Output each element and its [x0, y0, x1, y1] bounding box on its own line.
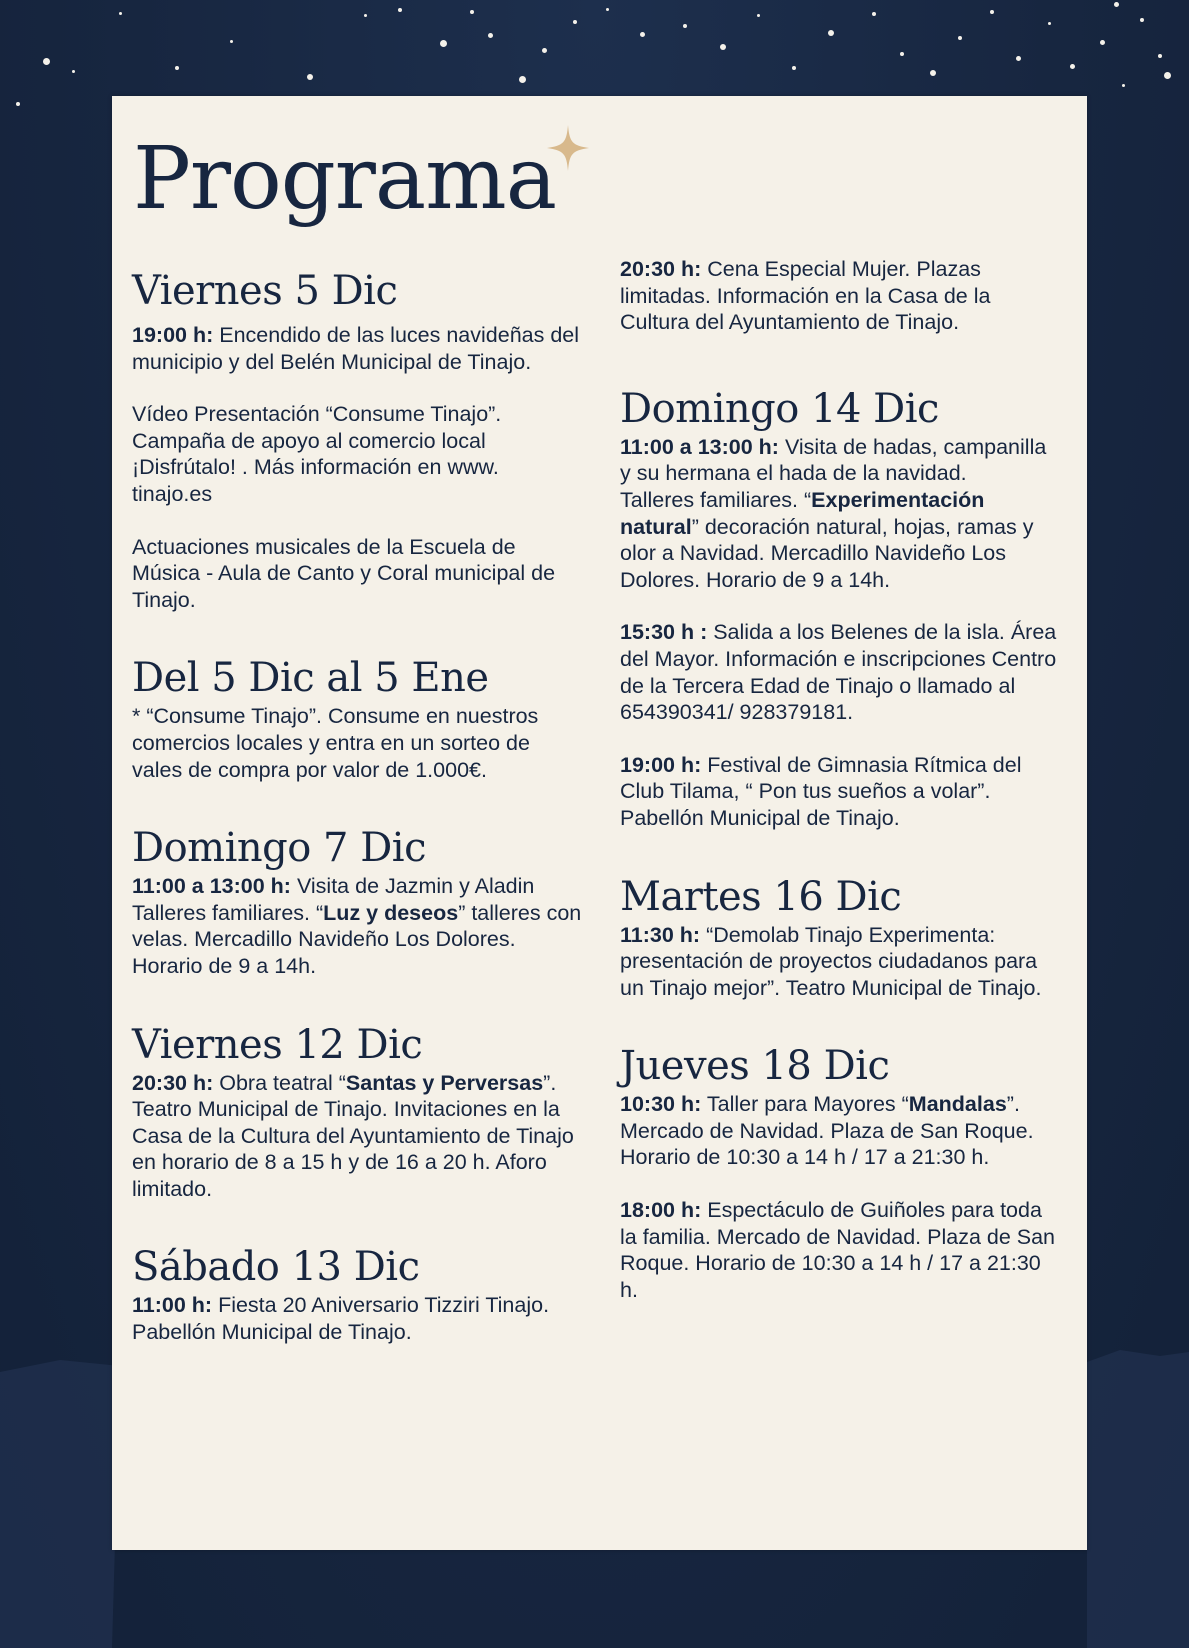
day-heading: Martes 16 Dic [620, 873, 902, 920]
event-text: Taller para Mayores “ [706, 1092, 909, 1117]
day-heading: Del 5 Dic al 5 Ene [132, 655, 489, 702]
event-item [620, 922, 1062, 1002]
day-heading: Domingo 7 Dic [132, 825, 426, 872]
day-domingo-7 [132, 823, 582, 979]
event-text: ” decoración natural, hojas, ramas y olor a Navidad. Mercadillo Navideño Los Dolores. Horario de 9 a 14h. [620, 514, 1034, 592]
star [1070, 64, 1075, 69]
day-sabado-13 [132, 1242, 582, 1345]
star [1016, 56, 1021, 61]
event-time: 10:30 h: [620, 1092, 702, 1117]
event-item [132, 401, 582, 507]
star [872, 12, 876, 16]
event-highlight: Santas y Perversas [345, 1070, 544, 1095]
star [488, 33, 493, 38]
star [1114, 2, 1119, 7]
day-viernes-5 [132, 266, 582, 613]
star [900, 52, 904, 56]
star [230, 40, 233, 43]
event-item [620, 752, 1062, 832]
star [1048, 22, 1051, 25]
event-text: Fiesta 20 Aniversario Tizziri Tinajo. Pabellón Municipal de Tinajo. [132, 1293, 550, 1345]
day-domingo-14 [620, 384, 1062, 832]
event-highlight: Mandalas [908, 1092, 1007, 1117]
star [519, 76, 526, 83]
day-heading: Viernes 5 Dic [132, 268, 398, 314]
event-item [132, 1292, 582, 1345]
event-highlight: Experimentación natural [620, 487, 985, 539]
star [1158, 54, 1162, 58]
event-item [620, 487, 1062, 593]
star [1122, 84, 1125, 87]
event-text: Visita de Jazmin y Aladin [296, 874, 535, 899]
event-item [132, 873, 582, 900]
event-time: 20:30 h: [620, 257, 702, 281]
event-text: Talleres familiares. “ [132, 900, 324, 925]
star [16, 102, 20, 106]
star [958, 36, 962, 40]
event-text: Obra teatral “ [219, 1070, 346, 1095]
event-time: 19:00 h: [620, 752, 702, 777]
star [43, 58, 50, 65]
event-text: Salida a los Belenes de la isla. Área del Mayor. Información e inscripciones Centro de la Tercera Edad de Tinajo o llamado al 654390341/ 928379181. [620, 620, 1057, 725]
event-time: 11:00 h: [132, 1293, 213, 1318]
event-item [132, 1070, 582, 1203]
day-sabado-13-continued [620, 256, 1062, 336]
star [398, 8, 402, 12]
day-martes-16 [620, 872, 1062, 1002]
event-text: Espectáculo de Guiñoles para toda la familia. Mercado de Navidad. Plaza de San Roque. Horario de 10:30 a 14 h / 17 a 21:30 h. [620, 1198, 1056, 1302]
star [307, 74, 313, 80]
star [757, 14, 760, 17]
day-jueves-18 [620, 1041, 1062, 1303]
sparkle-icon [547, 125, 589, 171]
event-text: ” talleres con velas. Mercadillo Navideño Los Dolores. Horario de 9 a 14h. [132, 900, 582, 978]
event-item [620, 1091, 1062, 1171]
right-column [620, 256, 1062, 1303]
left-column [132, 266, 582, 1346]
day-heading: Jueves 18 Dic [620, 1043, 890, 1090]
star [990, 10, 994, 14]
day-viernes-12 [132, 1020, 582, 1203]
star [542, 48, 547, 53]
star [470, 10, 474, 14]
event-time: 11:00 a 13:00 h: [620, 434, 779, 459]
day-heading: Sábado 13 Dic [132, 1244, 420, 1291]
day-heading: Domingo 14 Dic [620, 385, 939, 432]
event-text: Encendido de las luces navideñas del municipio y del Belén Municipal de Tinajo. [132, 323, 580, 374]
event-item [620, 1197, 1062, 1303]
event-text: Vídeo Presentación “Consume Tinajo”. Campaña de apoyo al comercio local ¡Disfrútalo! . Más información en www. tinajo.es [132, 402, 502, 506]
event-time: 15:30 h : [620, 620, 708, 645]
star [1100, 40, 1105, 45]
event-item [132, 534, 582, 614]
page-title: Programa [133, 129, 557, 229]
event-item [620, 256, 1062, 336]
event-text: ”. Mercado de Navidad. Plaza de San Roque. Horario de 10:30 a 14 h / 17 a 21:30 h. [620, 1092, 1034, 1170]
star [119, 12, 122, 15]
event-text: Festival de Gimnasia Rítmica del Club Tilama, “ Pon tus sueños a volar”. Pabellón Municipal de Tinajo. [620, 752, 1022, 830]
event-text: Visita de hadas, campanilla y su hermana el hada de la navidad. [620, 434, 1047, 486]
event-text: Actuaciones musicales de la Escuela de Música - Aula de Canto y Coral municipal de Tinajo. [132, 534, 556, 612]
event-time: 20:30 h: [132, 1070, 214, 1095]
star [1164, 72, 1171, 79]
event-text: * “Consume Tinajo”. Consume en nuestros comercios locales y entra en un sorteo de vales de compra por valor de 1.000€. [132, 704, 539, 782]
event-text: Talleres familiares. “ [620, 487, 812, 512]
event-time: 11:00 a 13:00 h: [132, 874, 291, 899]
star [606, 8, 609, 11]
star [440, 40, 447, 47]
event-time: 19:00 h: [132, 323, 214, 347]
event-highlight: Luz y deseos [323, 900, 459, 925]
event-text: Cena Especial Mujer. Plazas limitadas. Información en la Casa de la Cultura del Ayuntamiento de Tinajo. [620, 257, 991, 335]
event-time: 11:30 h: [620, 922, 701, 947]
day-heading: Viernes 12 Dic [132, 1021, 423, 1068]
event-item [132, 900, 582, 980]
star [683, 24, 687, 28]
star [364, 14, 367, 17]
star [640, 32, 645, 37]
event-item [620, 619, 1062, 725]
star [1140, 18, 1144, 22]
star [175, 66, 179, 70]
star [720, 44, 726, 50]
event-item [132, 703, 582, 783]
star [573, 20, 577, 24]
star [930, 70, 936, 76]
event-time: 18:00 h: [620, 1198, 702, 1223]
event-text: ”. Teatro Municipal de Tinajo. Invitaciones en la Casa de la Cultura del Ayuntamiento de Tinajo en horario de 8 a 15 h y de 16 a 20 h. Aforo limitado. [132, 1070, 574, 1201]
event-text: “Demolab Tinajo Experimenta: presentación de proyectos ciudadanos para un Tinajo mejor”. Teatro Municipal de Tinajo. [620, 922, 1042, 1000]
event-item [620, 434, 1062, 487]
star [828, 30, 834, 36]
day-del-5-dic-al-5-ene [132, 653, 582, 783]
star [792, 66, 796, 70]
star [72, 70, 75, 73]
event-item [132, 322, 582, 375]
